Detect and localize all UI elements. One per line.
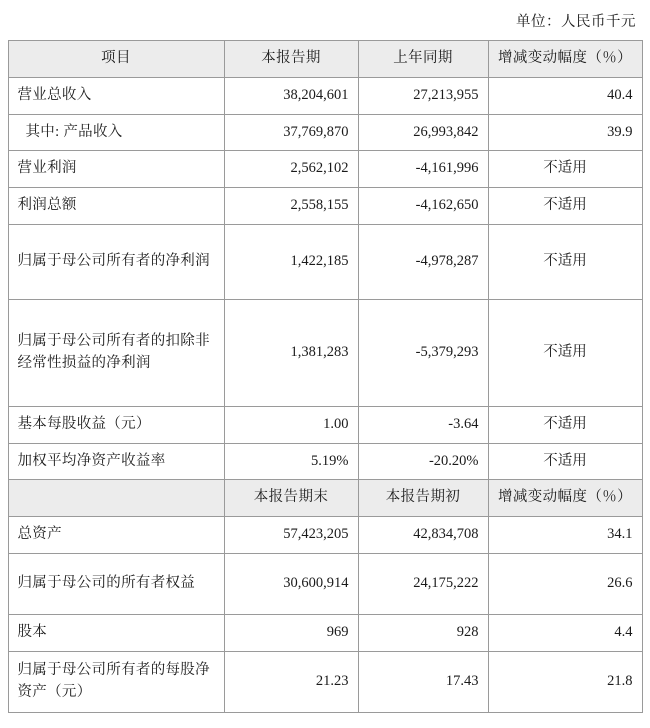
table-body — [8, 77, 642, 712]
column-header-change-rate: 增减变动幅度（％） — [488, 41, 642, 78]
column-header-item: 项目 — [8, 41, 224, 78]
row-current-value: 57,423,205 — [224, 517, 358, 554]
row-change-value: 不适用 — [488, 406, 642, 443]
table-row — [8, 299, 642, 406]
row-current-value: 30,600,914 — [224, 553, 358, 614]
table-row — [8, 406, 642, 443]
row-prior-value: 17.43 — [358, 651, 488, 712]
row-change-value: 40.4 — [488, 77, 642, 114]
row-label: 加权平均净资产收益率 — [8, 443, 224, 480]
subheader-period-begin: 本报告期初 — [358, 480, 488, 517]
row-change-value: 4.4 — [488, 614, 642, 651]
table-row — [8, 614, 642, 651]
row-label: 营业利润 — [8, 151, 224, 188]
row-change-value: 不适用 — [488, 224, 642, 299]
row-current-value: 1,422,185 — [224, 224, 358, 299]
row-current-value: 38,204,601 — [224, 77, 358, 114]
row-change-value: 不适用 — [488, 188, 642, 225]
table-row — [8, 517, 642, 554]
row-label: 其中: 产品收入 — [8, 114, 224, 151]
row-current-value: 21.23 — [224, 651, 358, 712]
row-label: 归属于母公司所有者的扣除非经常性损益的净利润 — [8, 299, 224, 406]
row-change-value: 39.9 — [488, 114, 642, 151]
row-change-value: 26.6 — [488, 553, 642, 614]
row-label: 总资产 — [8, 517, 224, 554]
table-row — [8, 77, 642, 114]
table-row — [8, 114, 642, 151]
row-label: 营业总收入 — [8, 77, 224, 114]
row-prior-value: 42,834,708 — [358, 517, 488, 554]
table-row — [8, 224, 642, 299]
row-prior-value: -20.20% — [358, 443, 488, 480]
table-subheader-row — [8, 480, 642, 517]
table-row — [8, 553, 642, 614]
table-row — [8, 443, 642, 480]
table-row — [8, 151, 642, 188]
subheader-change-rate: 增减变动幅度（％） — [488, 480, 642, 517]
row-prior-value: -5,379,293 — [358, 299, 488, 406]
row-prior-value: -4,161,996 — [358, 151, 488, 188]
row-label: 基本每股收益（元） — [8, 406, 224, 443]
table-row — [8, 188, 642, 225]
row-current-value: 37,769,870 — [224, 114, 358, 151]
row-prior-value: 27,213,955 — [358, 77, 488, 114]
row-current-value: 1,381,283 — [224, 299, 358, 406]
row-prior-value: -3.64 — [358, 406, 488, 443]
row-label: 归属于母公司所有者的每股净资产（元） — [8, 651, 224, 712]
row-change-value: 不适用 — [488, 299, 642, 406]
row-change-value: 21.8 — [488, 651, 642, 712]
row-prior-value: 24,175,222 — [358, 553, 488, 614]
table-row — [8, 651, 642, 712]
financial-summary-table — [8, 40, 643, 713]
column-header-prior-period: 上年同期 — [358, 41, 488, 78]
unit-note: 单位：人民币千元 — [516, 14, 636, 30]
row-prior-value: 26,993,842 — [358, 114, 488, 151]
row-current-value: 969 — [224, 614, 358, 651]
table-header-row — [8, 41, 642, 78]
subheader-item — [8, 480, 224, 517]
row-label: 利润总额 — [8, 188, 224, 225]
subheader-period-end: 本报告期末 — [224, 480, 358, 517]
row-prior-value: -4,978,287 — [358, 224, 488, 299]
row-change-value: 34.1 — [488, 517, 642, 554]
row-current-value: 2,558,155 — [224, 188, 358, 225]
row-label: 股本 — [8, 614, 224, 651]
row-label: 归属于母公司的所有者权益 — [8, 553, 224, 614]
row-prior-value: 928 — [358, 614, 488, 651]
row-prior-value: -4,162,650 — [358, 188, 488, 225]
row-change-value: 不适用 — [488, 151, 642, 188]
column-header-current-period: 本报告期 — [224, 41, 358, 78]
row-current-value: 2,562,102 — [224, 151, 358, 188]
row-current-value: 1.00 — [224, 406, 358, 443]
row-change-value: 不适用 — [488, 443, 642, 480]
row-current-value: 5.19% — [224, 443, 358, 480]
table-header — [8, 41, 642, 78]
row-label: 归属于母公司所有者的净利润 — [8, 224, 224, 299]
